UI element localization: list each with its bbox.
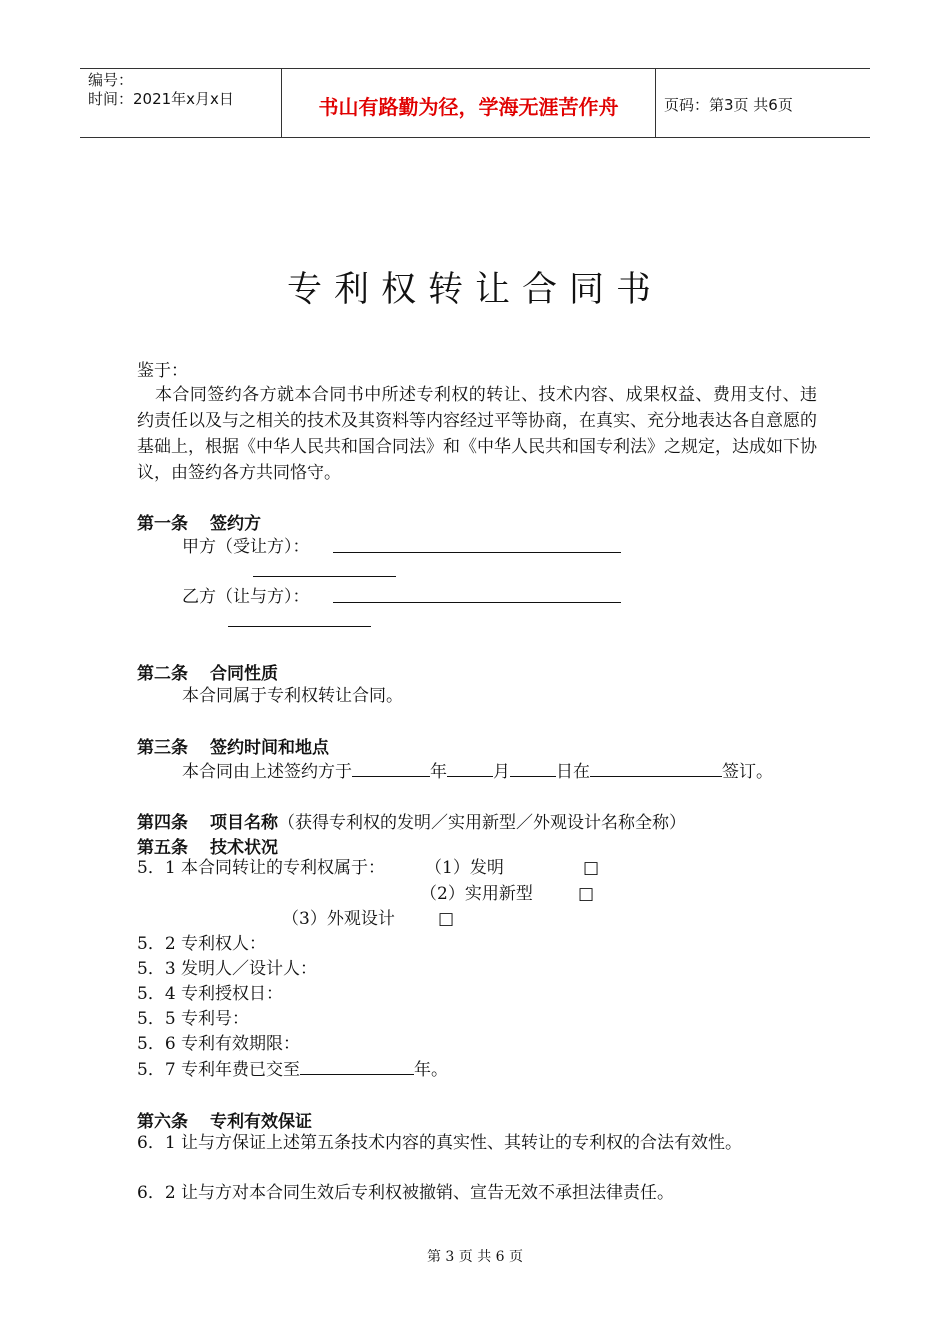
party-b-blank[interactable] — [333, 602, 621, 603]
article-number: 第五条 — [137, 838, 188, 858]
article-4-note: （获得专利权的发明／实用新型／外观设计名称全称） — [278, 813, 686, 833]
article-1-heading — [137, 509, 261, 534]
article-number: 第二条 — [137, 664, 188, 684]
checkbox-invention[interactable]: □ — [583, 858, 600, 878]
document-header — [80, 68, 870, 138]
article-number: 第四条 — [137, 813, 188, 833]
article-2-heading — [137, 659, 278, 684]
year-blank[interactable] — [352, 758, 430, 777]
party-a-blank[interactable] — [333, 552, 621, 553]
clause-5-1: 5．1 本合同转让的专利权属于： — [137, 858, 386, 878]
party-a-blank-2[interactable] — [253, 576, 396, 577]
document-title: 专利权转让合同书 — [286, 270, 663, 310]
clause-5-6: 5．6 专利有效期限： — [137, 1034, 301, 1054]
header-page-info: 页码：第3页 共6页 — [664, 96, 793, 114]
clause-5-4: 5．4 专利授权日： — [137, 984, 284, 1004]
option-design: （3）外观设计 — [282, 909, 395, 929]
article-title: 合同性质 — [210, 664, 278, 684]
party-b-blank-2[interactable] — [228, 626, 371, 627]
article-title: 签约方 — [210, 514, 261, 534]
checkbox-design[interactable]: □ — [438, 909, 455, 929]
article-4-heading — [137, 808, 686, 833]
clause-5-2: 5．2 专利权人： — [137, 934, 267, 954]
clause-5-5: 5．5 专利号： — [137, 1009, 250, 1029]
checkbox-utility-model[interactable]: □ — [578, 884, 595, 904]
date-label: 时间：2021年x月x日 — [88, 90, 234, 108]
article-number: 第六条 — [137, 1112, 188, 1132]
article-title: 技术状况 — [210, 838, 278, 858]
header-divider — [655, 69, 656, 137]
year-label: 年 — [430, 762, 447, 782]
party-a-label: 甲方（受让方）： — [182, 537, 310, 557]
article-number: 第三条 — [137, 738, 188, 758]
article-number: 第一条 — [137, 514, 188, 534]
clause-6-2: 6．2 让与方对本合同生效后专利权被撤销、宣告无效不承担法律责任。 — [137, 1183, 675, 1203]
option-utility-model: （2）实用新型 — [420, 884, 533, 904]
party-b-label: 乙方（让与方）： — [182, 587, 310, 607]
whereas-label: 鉴于： — [137, 361, 188, 381]
article-3-intro: 本合同由上述签约方于 — [182, 762, 352, 782]
article-title: 项目名称 — [210, 813, 278, 833]
month-label: 月 — [493, 762, 510, 782]
article-title: 专利有效保证 — [210, 1112, 312, 1132]
intro-paragraph: 本合同签约各方就本合同书中所述专利权的转让、技术内容、成果权益、费用支付、违约责任以及与之相关的技术及其资料等内容经过平等协商，在真实、充分地表达各自意愿的基础上，根据《中华人民共和国合同法》和《中华人民共和国专利法》之规定，达成如下协议，由签约各方共同恪守。 — [137, 385, 817, 483]
month-blank[interactable] — [447, 758, 493, 777]
annual-fee-blank[interactable] — [300, 1056, 414, 1075]
day-blank[interactable] — [510, 758, 556, 777]
option-invention: （1）发明 — [425, 858, 504, 878]
signed-label: 签订。 — [722, 762, 773, 782]
header-meta — [88, 71, 278, 109]
place-blank[interactable] — [590, 758, 722, 777]
clause-5-7-text: 5．7 专利年费已交至 — [137, 1060, 301, 1080]
clause-5-7 — [137, 1056, 448, 1083]
clause-5-7-year: 年。 — [414, 1060, 449, 1080]
article-3-heading — [137, 733, 329, 758]
article-title: 签约时间和地点 — [210, 738, 329, 758]
serial-label: 编号： — [88, 71, 134, 89]
article-2-text: 本合同属于专利权转让合同。 — [182, 686, 403, 706]
header-motto: 书山有路勤为径，学海无涯苦作舟 — [318, 95, 619, 119]
article-3-text — [182, 758, 773, 785]
clause-6-1: 6．1 让与方保证上述第五条技术内容的真实性、其转让的专利权的合法有效性。 — [137, 1133, 743, 1153]
article-6-heading — [137, 1107, 312, 1132]
clause-5-3: 5．3 发明人／设计人： — [137, 959, 318, 979]
page-footer: 第 3 页 共 6 页 — [426, 1249, 524, 1265]
day-at-label: 日在 — [556, 762, 590, 782]
